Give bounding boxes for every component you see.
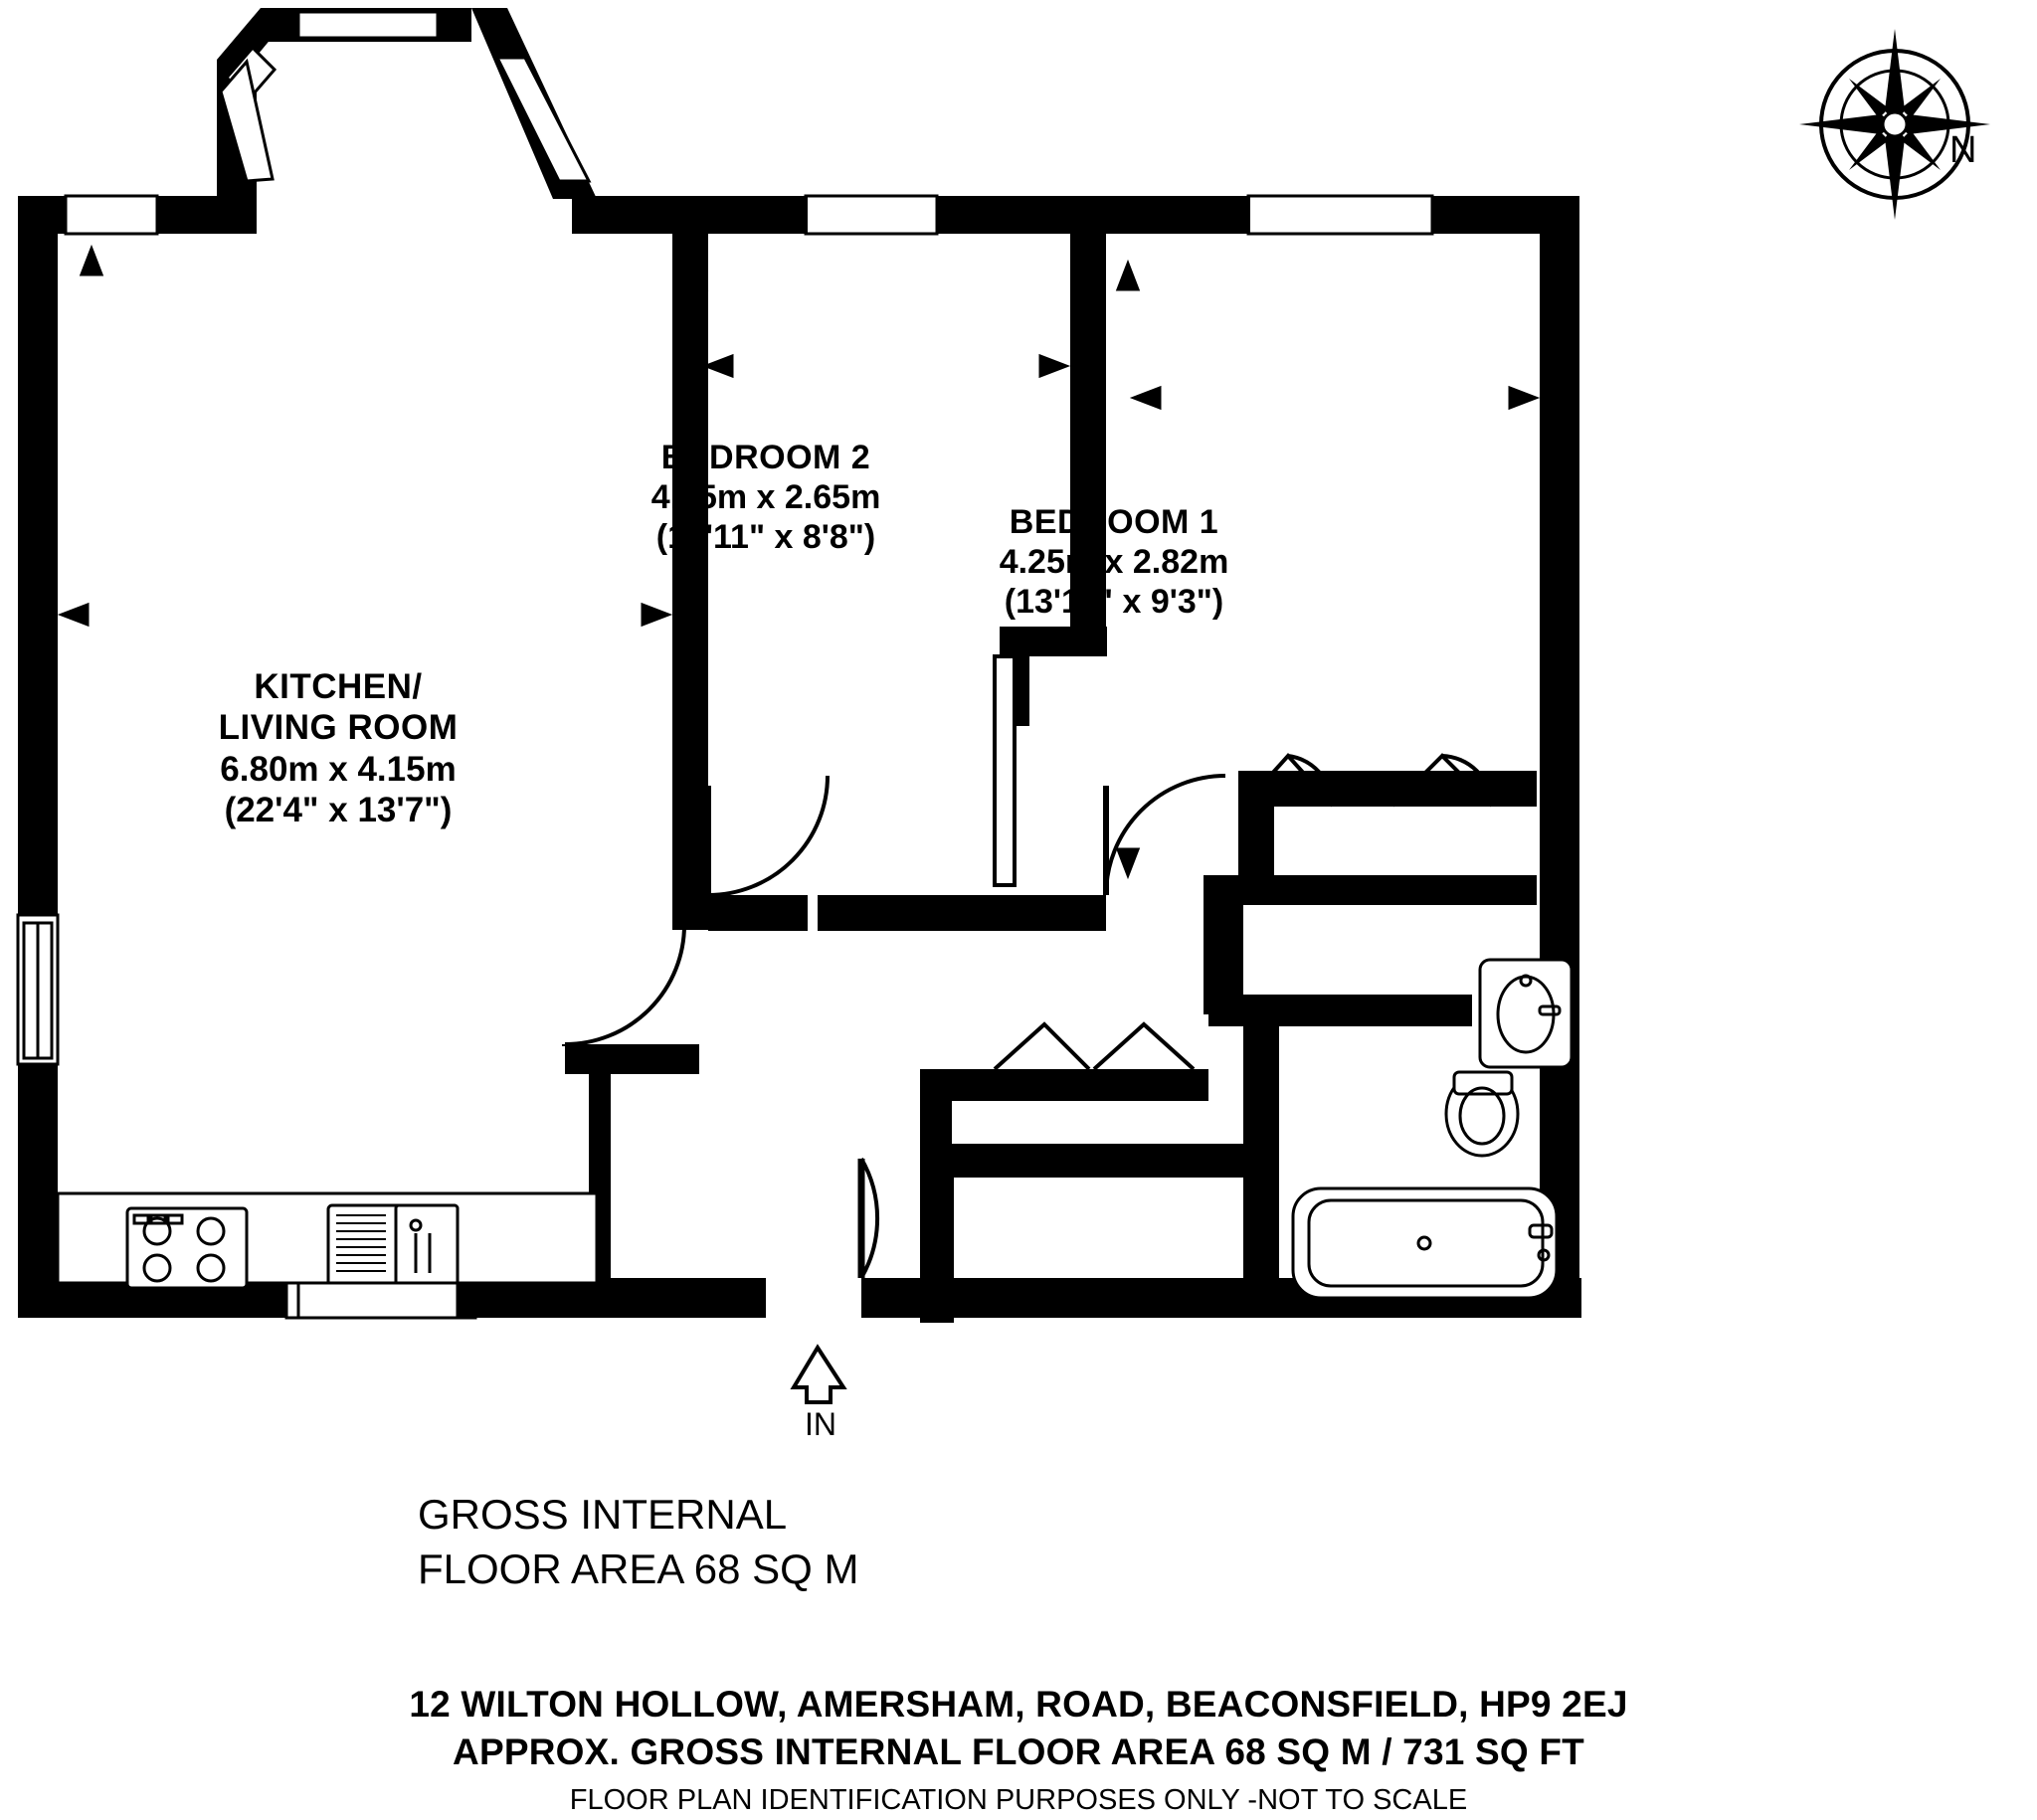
wall-bath-left2 bbox=[1243, 1034, 1279, 1318]
wall-bed2-bottom-right bbox=[818, 895, 1106, 931]
bedroom2-imperial: (13'11" x 8'8") bbox=[655, 518, 876, 557]
wall-hall-right bbox=[920, 1144, 954, 1323]
wall-top-mid-left bbox=[572, 196, 808, 234]
room-label-kitchen-living bbox=[129, 666, 547, 830]
wall-top-right bbox=[1432, 196, 1579, 234]
wall-bed2-left bbox=[672, 234, 708, 930]
wall-top-left-stub bbox=[18, 196, 66, 234]
footer-disclaimer: FLOOR PLAN IDENTIFICATION PURPOSES ONLY -NOT TO SCALE bbox=[569, 1784, 1468, 1817]
entrance-arrow bbox=[794, 1348, 843, 1402]
wall-left-upper bbox=[18, 211, 58, 917]
room-label-bedroom-1 bbox=[905, 502, 1323, 622]
compass-rose bbox=[1799, 29, 1990, 220]
kitchen-imperial: (22'4" x 13'7") bbox=[224, 790, 453, 829]
wall-top-mid-right bbox=[935, 196, 1250, 234]
footer-address: 12 WILTON HOLLOW, AMERSHAM, ROAD, BEACONSFIELD, HP9 2EJ bbox=[409, 1684, 1628, 1725]
wall-kitchen-stub bbox=[565, 1044, 699, 1074]
bedroom1-imperial: (13'11" x 9'3") bbox=[1004, 583, 1224, 622]
wall-bed2-bottom-left bbox=[708, 895, 808, 931]
wall-top-window-bed1 bbox=[1248, 196, 1432, 234]
wall-bay-top-window bbox=[298, 12, 438, 38]
wall-left-lower bbox=[18, 1064, 58, 1313]
wall-store-top bbox=[920, 1069, 1208, 1101]
bedroom1-name: BEDROOM 1 bbox=[1009, 503, 1219, 541]
footer-block bbox=[0, 1681, 2037, 1820]
wall-right bbox=[1540, 211, 1579, 1318]
gross-area-line2: FLOOR AREA 68 SQ M bbox=[418, 1546, 859, 1593]
gross-area-block bbox=[418, 1487, 1313, 1597]
bedroom1-metric: 4.25m x 2.82m bbox=[999, 543, 1229, 582]
wall-top-window-bed2 bbox=[806, 196, 937, 234]
bedroom2-metric: 4.25m x 2.65m bbox=[650, 478, 881, 517]
wall-bed1-bottom bbox=[1238, 875, 1537, 905]
bedroom2-name: BEDROOM 2 bbox=[660, 439, 871, 476]
kitchen-name-line1: KITCHEN/ bbox=[254, 667, 423, 706]
gross-area-line1: GROSS INTERNAL bbox=[418, 1491, 788, 1538]
entrance-label: IN bbox=[805, 1406, 836, 1442]
compass-north-label: N bbox=[1949, 129, 1977, 171]
kitchen-metric: 6.80m x 4.15m bbox=[220, 749, 457, 789]
kitchen-name-line2: LIVING ROOM bbox=[218, 708, 459, 748]
window-lines bbox=[24, 923, 52, 1058]
wall-top-left-window bbox=[66, 196, 157, 234]
walls-group bbox=[18, 8, 1581, 1323]
wall-store-bottom bbox=[920, 1144, 1248, 1178]
footer-area: APPROX. GROSS INTERNAL FLOOR AREA 68 SQ M / 731 SQ FT bbox=[453, 1731, 1584, 1773]
bath bbox=[1293, 1188, 1557, 1298]
